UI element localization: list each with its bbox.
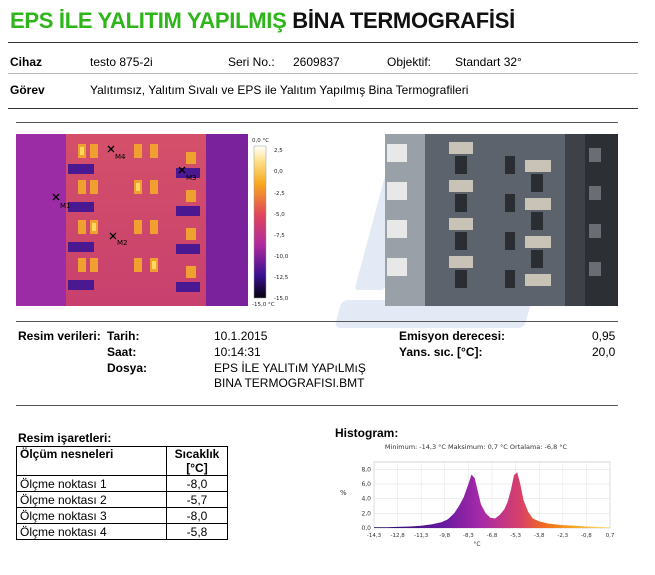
seri-label: Seri No.: (228, 55, 275, 69)
row-value: -5,7 (167, 492, 228, 508)
scale-tick: -12,5 (274, 275, 289, 281)
title-rule (8, 42, 638, 43)
temperature-scale (252, 138, 300, 308)
thermal-image (16, 134, 248, 306)
histogram-x-tick: -0,8 (581, 533, 592, 539)
marker-m4: M4 (115, 153, 126, 161)
histogram-y-tick: 0,0 (361, 525, 371, 532)
row-value: -5,8 (167, 524, 228, 540)
histogram-x-tick: -14,3 (366, 533, 382, 539)
table-header-row (17, 447, 228, 476)
title-black-part: BİNA TERMOGRAFİSİ (292, 8, 515, 33)
dosya-value-line1: EPS İLE YALITıM YAPıLMıŞ (214, 361, 366, 375)
row-name: Ölçme noktası 3 (17, 508, 167, 524)
data-rule (16, 405, 618, 406)
scale-bottom-label: -15,0 °C (252, 302, 275, 308)
seri-value: 2609837 (293, 55, 340, 69)
dosya-label: Dosya: (107, 361, 148, 375)
scale-tick: -5,0 (274, 212, 285, 218)
scale-tick: -15,0 (274, 296, 289, 302)
col-temp-line2: [°C] (186, 461, 208, 475)
table-row (17, 524, 228, 540)
emisyon-value: 0,95 (592, 329, 616, 343)
histogram-x-tick: -6,8 (486, 533, 498, 539)
saat-label: Saat: (107, 345, 137, 359)
row-value: -8,0 (167, 476, 228, 492)
tarih-label: Tarih: (107, 329, 140, 343)
histogram-ylabel: % (340, 489, 347, 497)
marker-m2: M2 (117, 239, 128, 247)
table-row (17, 492, 228, 508)
resim-verileri-label: Resim verileri: (18, 329, 101, 343)
col-objects-header: Ölçüm nesneleri (17, 447, 167, 476)
title-green-part: EPS İLE YALITIM YAPILMIŞ (10, 8, 293, 33)
histogram-y-tick: 2,0 (361, 510, 371, 518)
histogram-subtitle: Minimum: -14,3 °C Maksimum: 0,7 °C Ortalama: -6,8 °C (384, 443, 568, 451)
row-name: Ölçme noktası 4 (17, 524, 167, 540)
histogram-y-tick: 6,0 (361, 481, 371, 488)
gorev-value: Yalıtımsız, Yalıtım Sıvalı ve EPS ile Yalıtım Yapılmış Bina Termografileri (90, 83, 469, 97)
col-temp-line1: Sıcaklık (174, 447, 220, 461)
row-value: -8,0 (167, 508, 228, 524)
histogram-title: Histogram: (335, 426, 399, 440)
header-rule (8, 73, 638, 74)
gorev-label: Görev (10, 83, 45, 97)
yans-value: 20,0 (592, 345, 616, 359)
histogram-x-tick: -5,3 (510, 533, 521, 539)
histogram-x-tick: -2,3 (557, 533, 569, 539)
gorev-rule (8, 108, 638, 109)
building-photo (385, 134, 618, 306)
markings-table (16, 446, 228, 540)
histogram-x-tick: -9,8 (439, 533, 451, 539)
cihaz-label: Cihaz (10, 55, 43, 69)
objektif-value: Standart 32° (455, 55, 522, 69)
dosya-value-line2: BINA TERMOGRAFISI.BMT (214, 376, 365, 390)
saat-value: 10:14:31 (214, 345, 261, 359)
histogram-chart (330, 440, 620, 548)
marker-m3: M3 (186, 174, 197, 182)
histogram-x-tick: 0,7 (605, 533, 615, 539)
histogram-y-ticks (361, 466, 371, 532)
scale-tick: -7,5 (274, 233, 285, 239)
marker-m1: M1 (60, 202, 71, 210)
page-title (10, 8, 515, 34)
table-row (17, 508, 228, 524)
histogram-x-tick: -8,3 (463, 533, 474, 539)
yans-label: Yans. sıc. [°C]: (399, 345, 483, 359)
image-bottom-rule (16, 321, 618, 322)
cihaz-value: testo 875-2i (90, 55, 153, 69)
histogram-x-tick: -11,3 (414, 533, 429, 539)
row-name: Ölçme noktası 2 (17, 492, 167, 508)
histogram-xlabel: °C (473, 541, 481, 548)
emisyon-label: Emisyon derecesi: (399, 329, 506, 343)
histogram-x-tick: -3,8 (533, 533, 545, 539)
histogram-x-ticks (367, 533, 615, 539)
scale-tick: -2,5 (274, 191, 285, 197)
tarih-value: 10.1.2015 (214, 329, 268, 343)
table-row (17, 476, 228, 492)
scale-tick: 0,0 (274, 169, 283, 175)
histogram-x-tick: -12,8 (390, 533, 405, 539)
histogram-y-tick: 4,0 (361, 495, 371, 503)
markings-title: Resim işaretleri: (18, 431, 112, 445)
col-temp-header (167, 447, 228, 476)
objektif-label: Objektif: (387, 55, 432, 69)
scale-top-label: 0,0 °C (252, 138, 270, 144)
scale-tick: -10,0 (274, 254, 289, 260)
histogram-y-tick: 8,0 (361, 466, 371, 474)
scale-tick: 2,5 (274, 148, 283, 154)
row-name: Ölçme noktası 1 (17, 476, 167, 492)
